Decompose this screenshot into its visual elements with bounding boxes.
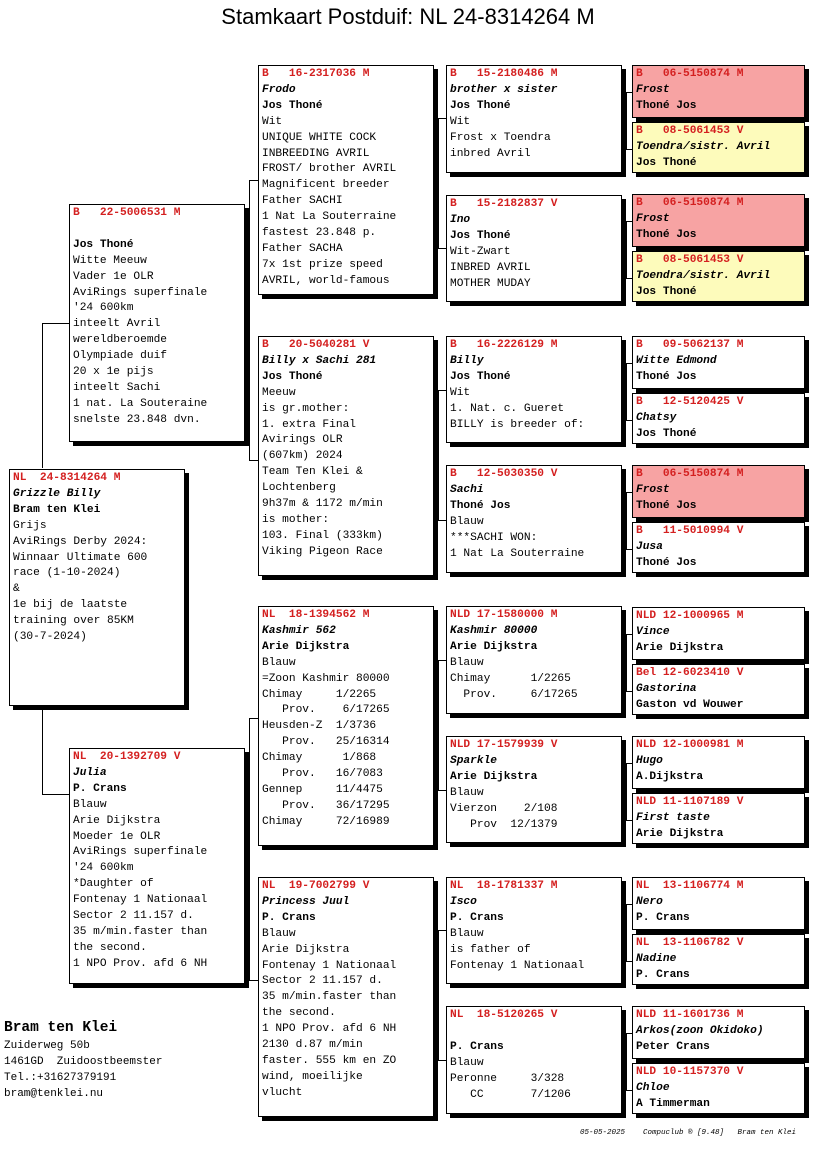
page-title: Stamkaart Postduif: NL 24-8314264 M [221, 4, 595, 29]
pigeon-owner: Thoné Jos [636, 99, 697, 112]
pigeon-card-mff[interactable] [446, 606, 622, 714]
connector-line [438, 390, 446, 391]
pigeon-name: Billy x Sachi 281 [262, 354, 377, 367]
pigeon-info-line: Wit [262, 115, 283, 128]
pigeon-owner: P. Crans [636, 968, 690, 981]
pigeon-info-line: Prov. 25/16314 [262, 736, 390, 749]
pigeon-info-line: 1 Nat La Souterraine [450, 547, 585, 560]
connector-line [626, 92, 627, 149]
ring-number: B 22-5006531 M [73, 207, 181, 219]
pigeon-info-line: CC 7/1206 [450, 1088, 571, 1101]
pigeon-card-g14[interactable] [632, 934, 805, 985]
ring-number: B 11-5010994 V [636, 525, 744, 537]
ring-number: Bel 12-6023410 V [636, 667, 744, 679]
pigeon-info-line: Chimay 72/16989 [262, 815, 390, 828]
pigeon-name: Toendra/sistr. Avril [636, 140, 771, 153]
ring-number: B 20-5040281 V [262, 339, 370, 351]
pigeon-name: Witte Edmond [636, 354, 717, 367]
pigeon-owner: P. Crans [450, 1040, 504, 1053]
ring-number: B 09-5062137 M [636, 339, 744, 351]
ring-number: NL 24-8314264 M [13, 472, 121, 484]
pigeon-owner: Jos Thoné [450, 370, 511, 383]
breeder-email: bram@tenklei.nu [4, 1088, 104, 1100]
ring-number: NLD 12-1000965 M [636, 610, 744, 622]
breeder-phone: Tel.:+31627379191 [4, 1072, 117, 1084]
pigeon-info-line: AviRings Derby 2024: [13, 535, 148, 548]
pigeon-name: Sachi [450, 483, 484, 496]
connector-line [626, 634, 627, 691]
connector-line [249, 180, 250, 460]
pigeon-name: Hugo [636, 754, 663, 767]
pigeon-info-line: Chimay 1/2265 [450, 672, 571, 685]
pigeon-info-line: INBREEDING AVRIL [262, 147, 370, 160]
pigeon-card-g8[interactable] [632, 522, 805, 573]
pigeon-info-line: Grijs [13, 519, 47, 532]
pigeon-info-line: Moeder 1e OLR [73, 830, 161, 843]
connector-line [626, 1033, 627, 1090]
pigeon-info-line: '24 600km [73, 302, 134, 315]
pigeon-info-line: 1. Nat. c. Gueret [450, 402, 565, 415]
pigeon-info-line: Witte Meeuw [73, 254, 147, 267]
pigeon-name: Gastorina [636, 682, 697, 695]
pigeon-name: Isco [450, 895, 477, 908]
connector-line [42, 323, 43, 468]
pigeon-name: Nadine [636, 952, 677, 965]
pigeon-name: Kashmir 562 [262, 624, 336, 637]
pigeon-info-line: 35 m/min.faster than [73, 925, 208, 938]
breeder-info [4, 1018, 162, 1102]
pigeon-info-line: Avirings OLR [262, 434, 343, 447]
pigeon-card-g2[interactable] [632, 122, 805, 173]
pigeon-name: Kashmir 80000 [450, 624, 538, 637]
pigeon-name: Nero [636, 895, 663, 908]
pigeon-card-mother[interactable] [69, 748, 245, 984]
connector-line [626, 221, 627, 278]
pigeon-owner: Thoné Jos [636, 556, 697, 569]
ring-number: B 12-5120425 V [636, 396, 744, 408]
pigeon-info-line: 103. Final (333km) [262, 529, 383, 542]
pigeon-card-father[interactable] [69, 204, 245, 442]
pigeon-info-line: the second. [262, 1007, 336, 1020]
pigeon-info-line: is gr.mother: [262, 402, 350, 415]
connector-line [438, 118, 439, 248]
pigeon-owner: P. Crans [450, 911, 504, 924]
pigeon-info-line: ***SACHI WON: [450, 531, 538, 544]
pigeon-info-line: Magnificent breeder [262, 179, 390, 192]
pigeon-name: Frost [636, 212, 670, 225]
pigeon-info-line: Father SACHA [262, 242, 343, 255]
pigeon-owner: P. Crans [636, 911, 690, 924]
pigeon-card-g9[interactable] [632, 607, 805, 660]
pigeon-info-line: Olympiade duif [73, 350, 167, 363]
pigeon-info-line: 1 nat. La Souteraine [73, 397, 208, 410]
pigeon-owner: Arie Dijkstra [450, 770, 538, 783]
ring-number: NL 20-1392709 V [73, 751, 181, 763]
pigeon-info-line: is father of [450, 943, 531, 956]
connector-line [438, 930, 439, 1060]
pigeon-info-line: inbred Avril [450, 147, 531, 160]
pigeon-info-line: fastest 23.848 p. [262, 227, 377, 240]
pigeon-info-line: Blauw [262, 927, 296, 940]
pigeon-name [450, 1024, 618, 1040]
pigeon-info-line: Wit [450, 115, 471, 128]
pigeon-info-line: Arie Dijkstra [262, 943, 350, 956]
ring-number: NLD 11-1601736 M [636, 1009, 744, 1021]
ring-number: NL 18-5120265 V [450, 1009, 558, 1021]
pigeon-card-g10[interactable] [632, 664, 805, 715]
pigeon-info-line: Vierzon 2/108 [450, 802, 558, 815]
pigeon-info-line: inteelt Avril [73, 318, 161, 331]
ring-number: NLD 11-1107189 V [636, 796, 744, 808]
ring-number: B 15-2180486 M [450, 68, 558, 80]
pigeon-info-line: race (1-10-2024) [13, 567, 121, 580]
pigeon-name: Billy [450, 354, 484, 367]
connector-line [438, 248, 446, 249]
pigeon-info-line: Blauw [450, 1056, 484, 1069]
breeder-postcode: 1461GD Zuidoostbeemster [4, 1056, 163, 1068]
pigeon-name: Frost [636, 483, 670, 496]
pigeon-info-line: MOTHER MUDAY [450, 277, 531, 290]
ring-number: NLD 12-1000981 M [636, 739, 744, 751]
pigeon-info-line: Team Ten Klei & [262, 466, 363, 479]
pigeon-info-line: UNIQUE WHITE COCK [262, 131, 377, 144]
pigeon-owner: Bram ten Klei [13, 503, 101, 516]
pigeon-name: brother x sister [450, 83, 558, 96]
pigeon-owner: Jos Thoné [73, 238, 134, 251]
ring-number: NL 18-1394562 M [262, 609, 370, 621]
pigeon-owner: Thoné Jos [450, 499, 511, 512]
pigeon-info-line: Frost x Toendra [450, 131, 551, 144]
pigeon-info-line: Peronne 3/328 [450, 1072, 565, 1085]
pigeon-info-line: FROST/ brother AVRIL [262, 163, 397, 176]
pigeon-card-subject[interactable] [9, 469, 185, 706]
connector-line [438, 520, 446, 521]
connector-line [626, 363, 627, 420]
pigeon-name: Sparkle [450, 754, 497, 767]
pigeon-owner: Gaston vd Wouwer [636, 698, 744, 711]
connector-line [438, 390, 439, 520]
pigeon-info-line: Fontenay 1 Nationaal [262, 959, 397, 972]
pigeon-name: Arkos(zoon Okidoko) [636, 1024, 764, 1037]
pigeon-info-line: Fontenay 1 Nationaal [73, 894, 208, 907]
pigeon-info-line: AviRings superfinale [73, 846, 208, 859]
ring-number: B 16-2226129 M [450, 339, 558, 351]
pigeon-card-g3[interactable] [632, 194, 805, 247]
pigeon-info-line: wereldberoemde [73, 334, 167, 347]
pigeon-info-line: 1. extra Final [262, 418, 356, 431]
pigeon-info-line: Fontenay 1 Nationaal [450, 959, 585, 972]
pigeon-owner: Jos Thoné [262, 99, 323, 112]
pigeon-owner: Peter Crans [636, 1040, 710, 1053]
connector-line [42, 706, 43, 794]
pigeon-card-mmm[interactable] [446, 1006, 622, 1114]
pigeon-info-line: Wit [450, 386, 471, 399]
pigeon-owner: A.Dijkstra [636, 770, 704, 783]
connector-line [249, 718, 250, 980]
pigeon-info-line: 2130 d.87 m/min [262, 1039, 363, 1052]
ring-number: NL 19-7002799 V [262, 880, 370, 892]
connector-line [42, 323, 70, 324]
pigeon-info-line: Father SACHI [262, 195, 343, 208]
breeder-address: Zuiderweg 50b [4, 1040, 90, 1052]
connector-line [438, 1060, 446, 1061]
pigeon-owner: P. Crans [73, 782, 127, 795]
pigeon-info-line: AVRIL, world-famous [262, 274, 390, 287]
pigeon-info-line: snelste 23.848 dvn. [73, 413, 201, 426]
pigeon-info-line: Blauw [262, 656, 296, 669]
pigeon-owner: Arie Dijkstra [450, 640, 538, 653]
pigeon-name: Chatsy [636, 411, 677, 424]
pigeon-name: Princess Juul [262, 895, 350, 908]
pigeon-info-line: Chimay 1/2265 [262, 688, 377, 701]
pigeon-info-line: Sector 2 11.157 d. [73, 910, 194, 923]
breeder-name: Bram ten Klei [4, 1020, 118, 1036]
connector-line [438, 660, 446, 661]
pigeon-card-g7[interactable] [632, 465, 805, 518]
pigeon-info-line: Heusden-Z 1/3736 [262, 720, 377, 733]
pigeon-info-line: Blauw [450, 515, 484, 528]
connector-line [249, 180, 258, 181]
pigeon-card-fff[interactable] [446, 65, 622, 173]
pigeon-card-mmf[interactable] [446, 877, 622, 984]
ring-number: NL 18-1781337 M [450, 880, 558, 892]
pigeon-card-fmm[interactable] [446, 465, 622, 573]
pigeon-card-g16[interactable] [632, 1063, 805, 1114]
pigeon-card-ffm[interactable] [446, 195, 622, 302]
connector-line [626, 904, 627, 961]
pigeon-info-line: 1 NPO Prov. afd 6 NH [73, 957, 208, 970]
connector-line [42, 794, 70, 795]
pigeon-info-line: =Zoon Kashmir 80000 [262, 672, 390, 685]
ring-number: B 12-5030350 V [450, 468, 558, 480]
pigeon-info-line: is mother: [262, 513, 330, 526]
pigeon-owner: Jos Thoné [450, 229, 511, 242]
pigeon-owner: P. Crans [262, 911, 316, 924]
pigeon-info-line: INBRED AVRIL [450, 261, 531, 274]
connector-line [438, 118, 446, 119]
connector-line [249, 980, 258, 981]
footer-credit: 05-05-2025 Compuclub ® [9.48] Bram ten Klei [580, 1129, 797, 1137]
pigeon-name: Ino [450, 213, 471, 226]
ring-number: B 15-2182837 V [450, 198, 558, 210]
pigeon-card-g13[interactable] [632, 877, 805, 930]
pigeon-info-line: Prov. 6/17265 [262, 704, 390, 717]
pigeon-info-line: Winnaar Ultimate 600 [13, 551, 148, 564]
pigeon-name: Frodo [262, 83, 296, 96]
pigeon-card-fmf[interactable] [446, 336, 622, 443]
pigeon-info-line: 9h37m & 1172 m/min [262, 498, 383, 511]
pigeon-info-line: AviRings superfinale [73, 286, 208, 299]
pigeon-info-line: 1 Nat La Souterraine [262, 211, 397, 224]
pigeon-info-line: Lochtenberg [262, 482, 336, 495]
pigeon-owner: Thoné Jos [636, 499, 697, 512]
ring-number: NL 13-1106782 V [636, 937, 744, 949]
pigeon-owner: Jos Thoné [636, 285, 697, 298]
pigeon-info-line: 1 NPO Prov. afd 6 NH [262, 1023, 397, 1036]
pigeon-name: Chloe [636, 1081, 670, 1094]
ring-number: NL 13-1106774 M [636, 880, 744, 892]
pigeon-info-line: Prov. 6/17265 [450, 688, 578, 701]
pigeon-info-line: Vader 1e OLR [73, 270, 154, 283]
pigeon-info-line: Meeuw [262, 386, 296, 399]
pigeon-info-line: Gennep 11/4475 [262, 783, 383, 796]
ring-number: NLD 17-1579939 V [450, 739, 558, 751]
pigeon-info-line: 20 x 1e pijs [73, 366, 154, 379]
pigeon-info-line: 1e bij de laatste [13, 599, 128, 612]
connector-line [438, 660, 439, 790]
pigeon-owner: A Timmerman [636, 1097, 710, 1110]
ring-number: B 08-5061453 V [636, 125, 744, 137]
pigeon-info-line: the second. [73, 941, 147, 954]
pigeon-card-g1[interactable] [632, 65, 805, 118]
pigeon-card-father-mother[interactable] [258, 336, 434, 576]
ring-number: B 06-5150874 M [636, 468, 744, 480]
pigeon-card-mother-mother[interactable] [258, 877, 434, 1117]
pigeon-card-g5[interactable] [632, 336, 805, 389]
ring-number: NLD 17-1580000 M [450, 609, 558, 621]
ring-number: NLD 10-1157370 V [636, 1066, 744, 1078]
pigeon-info-line: 35 m/min.faster than [262, 991, 397, 1004]
pigeon-owner: Thoné Jos [636, 370, 697, 383]
pigeon-card-g11[interactable] [632, 736, 805, 789]
pigeon-info-line: 7x 1st prize speed [262, 258, 383, 271]
pigeon-owner: Jos Thoné [262, 370, 323, 383]
pigeon-info-line: faster. 555 km en ZO [262, 1054, 397, 1067]
ring-number: B 06-5150874 M [636, 197, 744, 209]
pigeon-name: Frost [636, 83, 670, 96]
pigeon-info-line: wind, moeilijke [262, 1070, 363, 1083]
pigeon-info-line: Blauw [450, 786, 484, 799]
pigeon-info-line: vlucht [262, 1086, 303, 1099]
pigeon-info-line: Blauw [450, 927, 484, 940]
ring-number: B 08-5061453 V [636, 254, 744, 266]
pigeon-info-line: Blauw [450, 656, 484, 669]
pigeon-owner: Jos Thoné [636, 427, 697, 440]
pigeon-info-line: Arie Dijkstra [73, 814, 161, 827]
pigeon-card-g15[interactable] [632, 1006, 805, 1059]
pigeon-owner: Arie Dijkstra [636, 827, 724, 840]
pigeon-card-father-father[interactable] [258, 65, 434, 295]
pigeon-card-g4[interactable] [632, 251, 805, 302]
pigeon-card-g12[interactable] [632, 793, 805, 844]
connector-line [626, 492, 627, 549]
ring-number: B 16-2317036 M [262, 68, 370, 80]
connector-line [438, 930, 446, 931]
ring-number: B 06-5150874 M [636, 68, 744, 80]
pigeon-info-line: Chimay 1/868 [262, 752, 377, 765]
pigeon-name: First taste [636, 811, 710, 824]
pigeon-info-line: & [13, 583, 20, 596]
pigeon-info-line: *Daughter of [73, 878, 154, 891]
pigeon-info-line: (607km) 2024 [262, 450, 343, 463]
connector-line [249, 460, 258, 461]
pigeon-info-line: Prov 12/1379 [450, 818, 558, 831]
pigeon-name: Toendra/sistr. Avril [636, 269, 771, 282]
pigeon-owner: Arie Dijkstra [262, 640, 350, 653]
pigeon-owner: Arie Dijkstra [636, 641, 724, 654]
pigeon-name: Grizzle Billy [13, 487, 101, 500]
pigeon-info-line: inteelt Sachi [73, 381, 161, 394]
pigeon-name [73, 222, 241, 238]
pigeon-info-line: (30-7-2024) [13, 631, 87, 644]
pigeon-info-line: Sector 2 11.157 d. [262, 975, 383, 988]
pigeon-owner: Thoné Jos [636, 228, 697, 241]
pigeon-info-line: Blauw [73, 798, 107, 811]
pigeon-name: Vince [636, 625, 670, 638]
pigeon-info-line: training over 85KM [13, 615, 134, 628]
pigeon-info-line: Prov. 16/7083 [262, 768, 383, 781]
pigeon-card-mfm[interactable] [446, 736, 622, 843]
pigeon-info-line: '24 600km [73, 862, 134, 875]
pigeon-card-g6[interactable] [632, 393, 805, 444]
connector-line [626, 763, 627, 820]
pigeon-info-line: BILLY is breeder of: [450, 418, 585, 431]
pigeon-card-mother-father[interactable] [258, 606, 434, 846]
pigeon-name: Julia [73, 766, 107, 779]
pigeon-owner: Jos Thoné [450, 99, 511, 112]
pigeon-info-line: Prov. 36/17295 [262, 799, 390, 812]
connector-line [438, 790, 446, 791]
connector-line [249, 718, 258, 719]
pigeon-owner: Jos Thoné [636, 156, 697, 169]
pigeon-info-line: Viking Pigeon Race [262, 545, 383, 558]
pigeon-name: Jusa [636, 540, 663, 553]
pigeon-info-line: Wit-Zwart [450, 245, 511, 258]
